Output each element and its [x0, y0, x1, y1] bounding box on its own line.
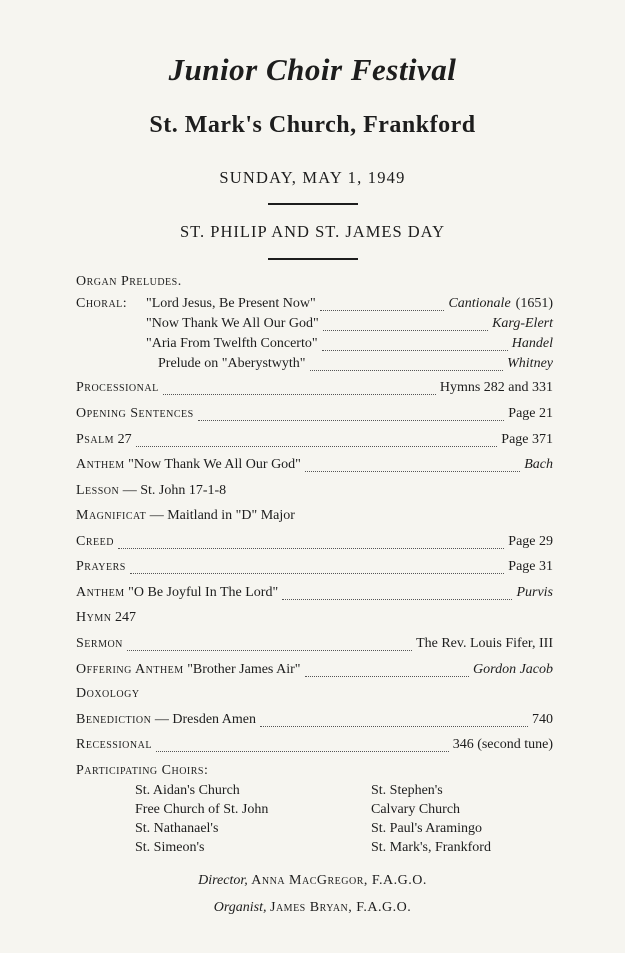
leader-dots	[127, 650, 412, 651]
occasion-title: ST. PHILIP AND ST. JAMES DAY	[180, 222, 445, 241]
director-name: Anna MacGregor, F.A.G.O.	[251, 873, 427, 888]
divider-rule	[268, 203, 358, 205]
leader-dots	[305, 471, 520, 472]
program-item-label: Sermon	[76, 636, 123, 651]
program-item-detail: — Dresden Amen	[151, 712, 256, 727]
program-item-label: Creed	[76, 534, 114, 549]
program-item-value: Page 29	[508, 534, 553, 549]
choir-item: Calvary Church	[371, 802, 461, 817]
program-item	[76, 712, 553, 732]
program-item-label: Lesson	[76, 483, 120, 498]
service-date: SUNDAY, MAY 1, 1949	[219, 168, 406, 187]
choir-item: St. Simeon's	[135, 840, 205, 855]
program-item-label: Offering Anthem	[76, 662, 184, 677]
choral-year: (1651)	[515, 296, 553, 311]
program-item-label: Anthem	[76, 585, 125, 600]
choral-line	[76, 316, 553, 336]
leader-dots	[118, 548, 504, 549]
choir-item: St. Aidan's Church	[135, 783, 240, 798]
divider-rule	[268, 258, 358, 260]
program-item	[76, 559, 553, 579]
choral-composer: Handel	[511, 336, 553, 351]
program-item	[76, 380, 553, 400]
leader-dots	[323, 330, 488, 331]
program-item-detail: 247	[111, 610, 136, 625]
program-item	[76, 457, 553, 477]
program-item-value: Purvis	[516, 585, 553, 600]
choral-line	[76, 296, 553, 316]
program-item-detail: "Brother James Air"	[183, 662, 301, 677]
program-item	[76, 636, 553, 656]
choral-composer: Cantionale	[448, 296, 511, 311]
program-item-value: Page 21	[508, 406, 553, 421]
program-item-label: Benediction	[76, 712, 152, 727]
leader-dots	[260, 726, 528, 727]
program-item	[76, 610, 553, 630]
choir-item: St. Nathanael's	[135, 821, 219, 836]
program-item-label: Psalm	[76, 432, 115, 447]
program-item-label: Hymn	[76, 610, 112, 625]
leader-dots	[310, 370, 504, 371]
program-item-value: Page 371	[501, 432, 553, 447]
program-item-label: Anthem	[76, 457, 125, 472]
program-item-detail: 27	[114, 432, 132, 447]
organist-credit	[0, 900, 625, 916]
choral-title: "Lord Jesus, Be Present Now"	[146, 296, 316, 311]
program-item-label: Recessional	[76, 737, 152, 752]
program-item	[76, 662, 553, 682]
program-item	[76, 483, 553, 503]
church-name: St. Mark's Church, Frankford	[149, 112, 476, 138]
program-item-label: Magnificat	[76, 508, 147, 523]
program-item-value: 346 (second tune)	[452, 737, 553, 752]
choral-title: Prelude on "Aberystwyth"	[158, 356, 306, 371]
organ-preludes-heading: Organ Preludes.	[76, 274, 182, 289]
program-item	[76, 406, 553, 426]
program-item-detail: — Maitland in "D" Major	[146, 508, 295, 523]
program-item	[76, 686, 553, 706]
leader-dots	[130, 573, 504, 574]
program-item-value: Gordon Jacob	[473, 662, 553, 677]
program-item-value: Page 31	[508, 559, 553, 574]
program-item	[76, 737, 553, 757]
program-item-label: Prayers	[76, 559, 126, 574]
choir-item: Free Church of St. John	[135, 802, 269, 817]
choir-item: St. Stephen's	[371, 783, 443, 798]
program-item	[76, 585, 553, 605]
program-item-value: Hymns 282 and 331	[439, 380, 553, 395]
leader-dots	[320, 310, 445, 311]
director-role: Director,	[198, 873, 248, 888]
leader-dots	[322, 350, 508, 351]
festival-title: Junior Choir Festival	[168, 52, 457, 87]
program-item-value: The Rev. Louis Fifer, III	[416, 636, 553, 651]
leader-dots	[198, 420, 505, 421]
choral-line	[76, 356, 553, 376]
program-item	[76, 534, 553, 554]
choral-title: "Now Thank We All Our God"	[146, 316, 319, 331]
leader-dots	[136, 446, 498, 447]
program-item-value: 740	[532, 712, 553, 727]
leader-dots	[156, 751, 449, 752]
choral-title: "Aria From Twelfth Concerto"	[146, 336, 318, 351]
choir-item: St. Mark's, Frankford	[371, 840, 491, 855]
choral-composer: Whitney	[507, 356, 553, 371]
director-credit	[0, 873, 625, 889]
choir-list-right	[371, 781, 491, 857]
program-item-detail: "Now Thank We All Our God"	[124, 457, 301, 472]
organist-name: James Bryan, F.A.G.O.	[270, 900, 412, 915]
program-item-label: Processional	[76, 380, 159, 395]
program-item	[76, 432, 553, 452]
leader-dots	[305, 676, 470, 677]
choral-composer: Karg-Elert	[492, 316, 553, 331]
organist-role: Organist,	[213, 900, 267, 915]
participating-choirs-heading: Participating Choirs:	[76, 763, 209, 778]
program-item-detail: "O Be Joyful In The Lord"	[124, 585, 279, 600]
program-item-label: Doxology	[76, 686, 140, 701]
choral-line	[76, 336, 553, 356]
leader-dots	[163, 394, 436, 395]
program-item-detail: — St. John 17-1-8	[119, 483, 227, 498]
choral-label: Choral:	[76, 296, 128, 311]
choir-item: St. Paul's Aramingo	[371, 821, 483, 836]
choir-list-left	[135, 781, 268, 857]
leader-dots	[282, 599, 512, 600]
program-item-label: Opening Sentences	[76, 406, 194, 421]
program-item-value: Bach	[524, 457, 553, 472]
program-item	[76, 508, 553, 528]
